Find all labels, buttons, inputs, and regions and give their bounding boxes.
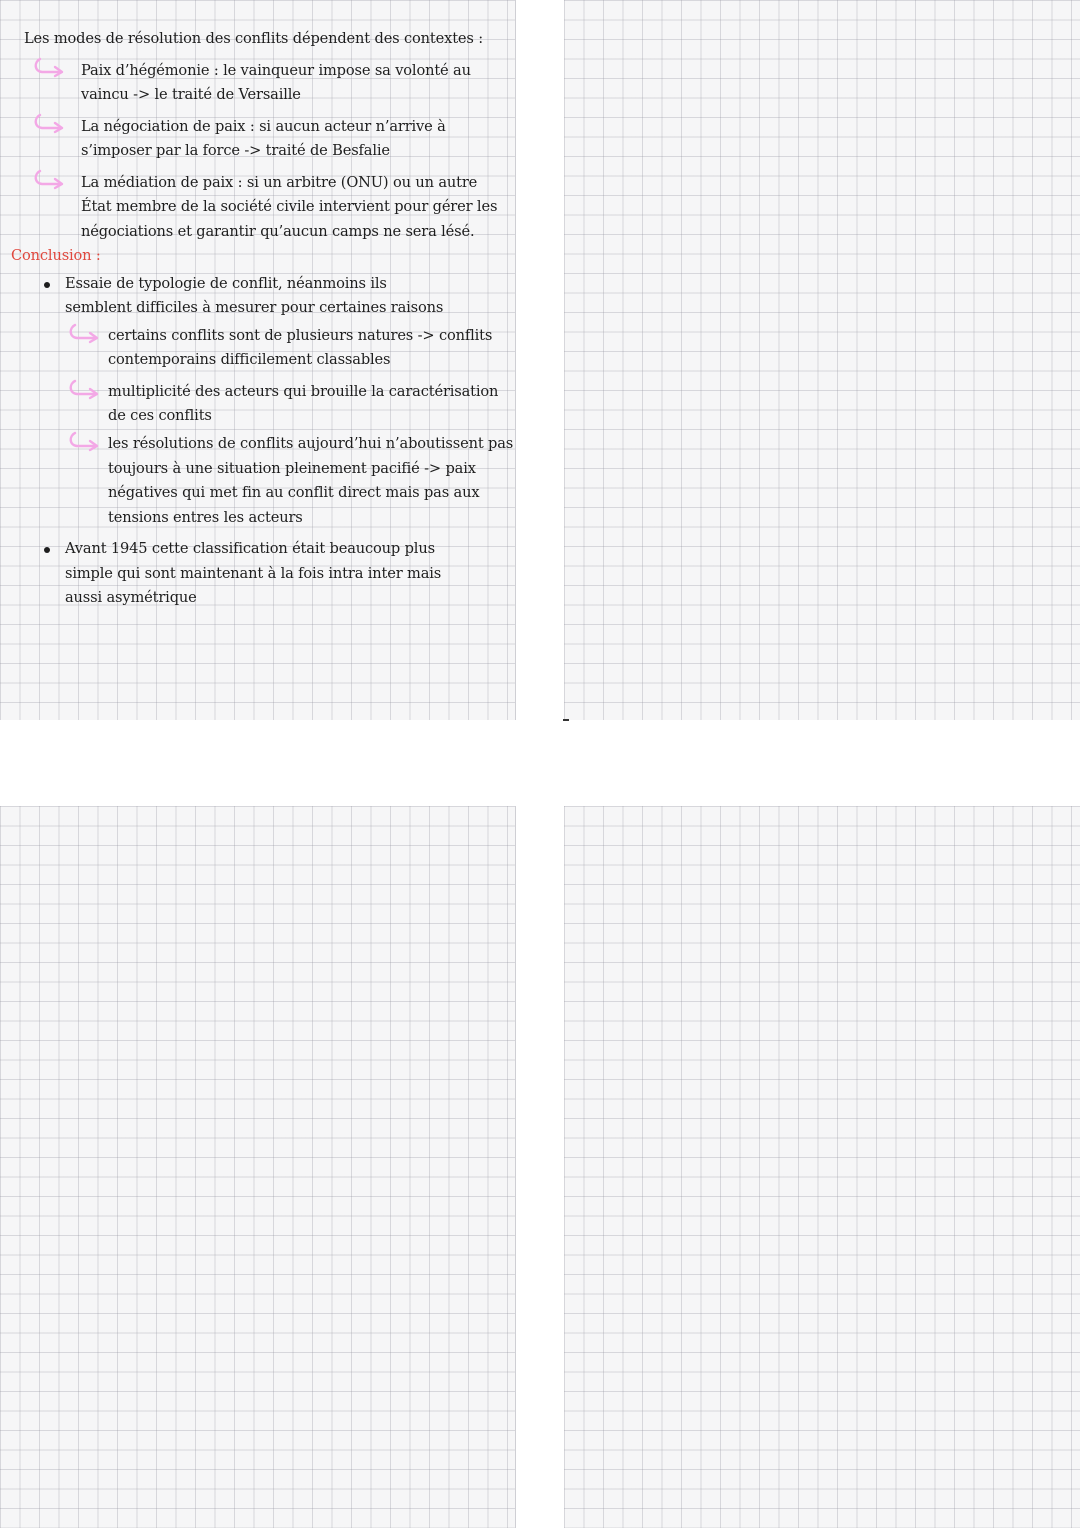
notebook-page-3 — [0, 806, 516, 1528]
conclusion-heading: Conclusion : — [11, 247, 101, 264]
pink-arrow-icon — [67, 322, 101, 344]
bullet-dot — [44, 282, 50, 288]
notebook-page-2 — [564, 0, 1080, 720]
bullet2-line1: Avant 1945 cette classification était beaucoup plus — [65, 540, 435, 557]
notebook-page-4 — [564, 806, 1080, 1528]
notebook-page-1 — [0, 0, 516, 720]
sub2-line1: multiplicité des acteurs qui brouille la caractérisation — [108, 383, 499, 400]
pink-arrow-icon — [67, 378, 101, 400]
mode-mediation-line2: État membre de la société civile intervient pour gérer les — [81, 198, 498, 215]
sub3-line1: les résolutions de conflits aujourd’hui n’aboutissent pas — [108, 435, 514, 452]
pink-arrow-icon — [67, 430, 101, 452]
mode-hegemonie-line1: Paix d’hégémonie : le vainqueur impose sa volonté au — [81, 62, 471, 79]
sub2-line2: de ces conflits — [108, 407, 212, 424]
bullet2-line2: simple qui sont maintenant à la fois intra inter mais — [65, 565, 442, 582]
mode-negociation-line2: s’imposer par la force -> traité de Besfalie — [81, 142, 390, 159]
mode-hegemonie-line2: vaincu -> le traité de Versaille — [81, 86, 301, 103]
sub1-line2: contemporains difficilement classables — [108, 351, 391, 368]
bullet2-line3: aussi asymétrique — [65, 589, 197, 606]
pink-arrow-icon — [32, 168, 66, 190]
intro-text: Les modes de résolution des conflits dépendent des contextes : — [24, 30, 483, 47]
page-marker — [563, 719, 569, 721]
sub1-line1: certains conflits sont de plusieurs natures -> conflits — [108, 327, 493, 344]
mode-negociation-line1: La négociation de paix : si aucun acteur n’arrive à — [81, 118, 446, 135]
pink-arrow-icon — [32, 56, 66, 78]
bullet1-line1: Essaie de typologie de conflit, néanmoins ils — [65, 275, 387, 292]
sub3-line3: négatives qui met fin au conflit direct mais pas aux — [108, 484, 480, 501]
sub3-line4: tensions entres les acteurs — [108, 509, 303, 526]
mode-mediation-line3: négociations et garantir qu’aucun camps ne sera lésé. — [81, 223, 475, 240]
bullet1-line2: semblent difficiles à mesurer pour certaines raisons — [65, 299, 444, 316]
sub3-line2: toujours à une situation pleinement pacifié -> paix — [108, 460, 476, 477]
bullet-dot — [44, 547, 50, 553]
mode-mediation-line1: La médiation de paix : si un arbitre (ONU) ou un autre — [81, 174, 478, 191]
pink-arrow-icon — [32, 112, 66, 134]
